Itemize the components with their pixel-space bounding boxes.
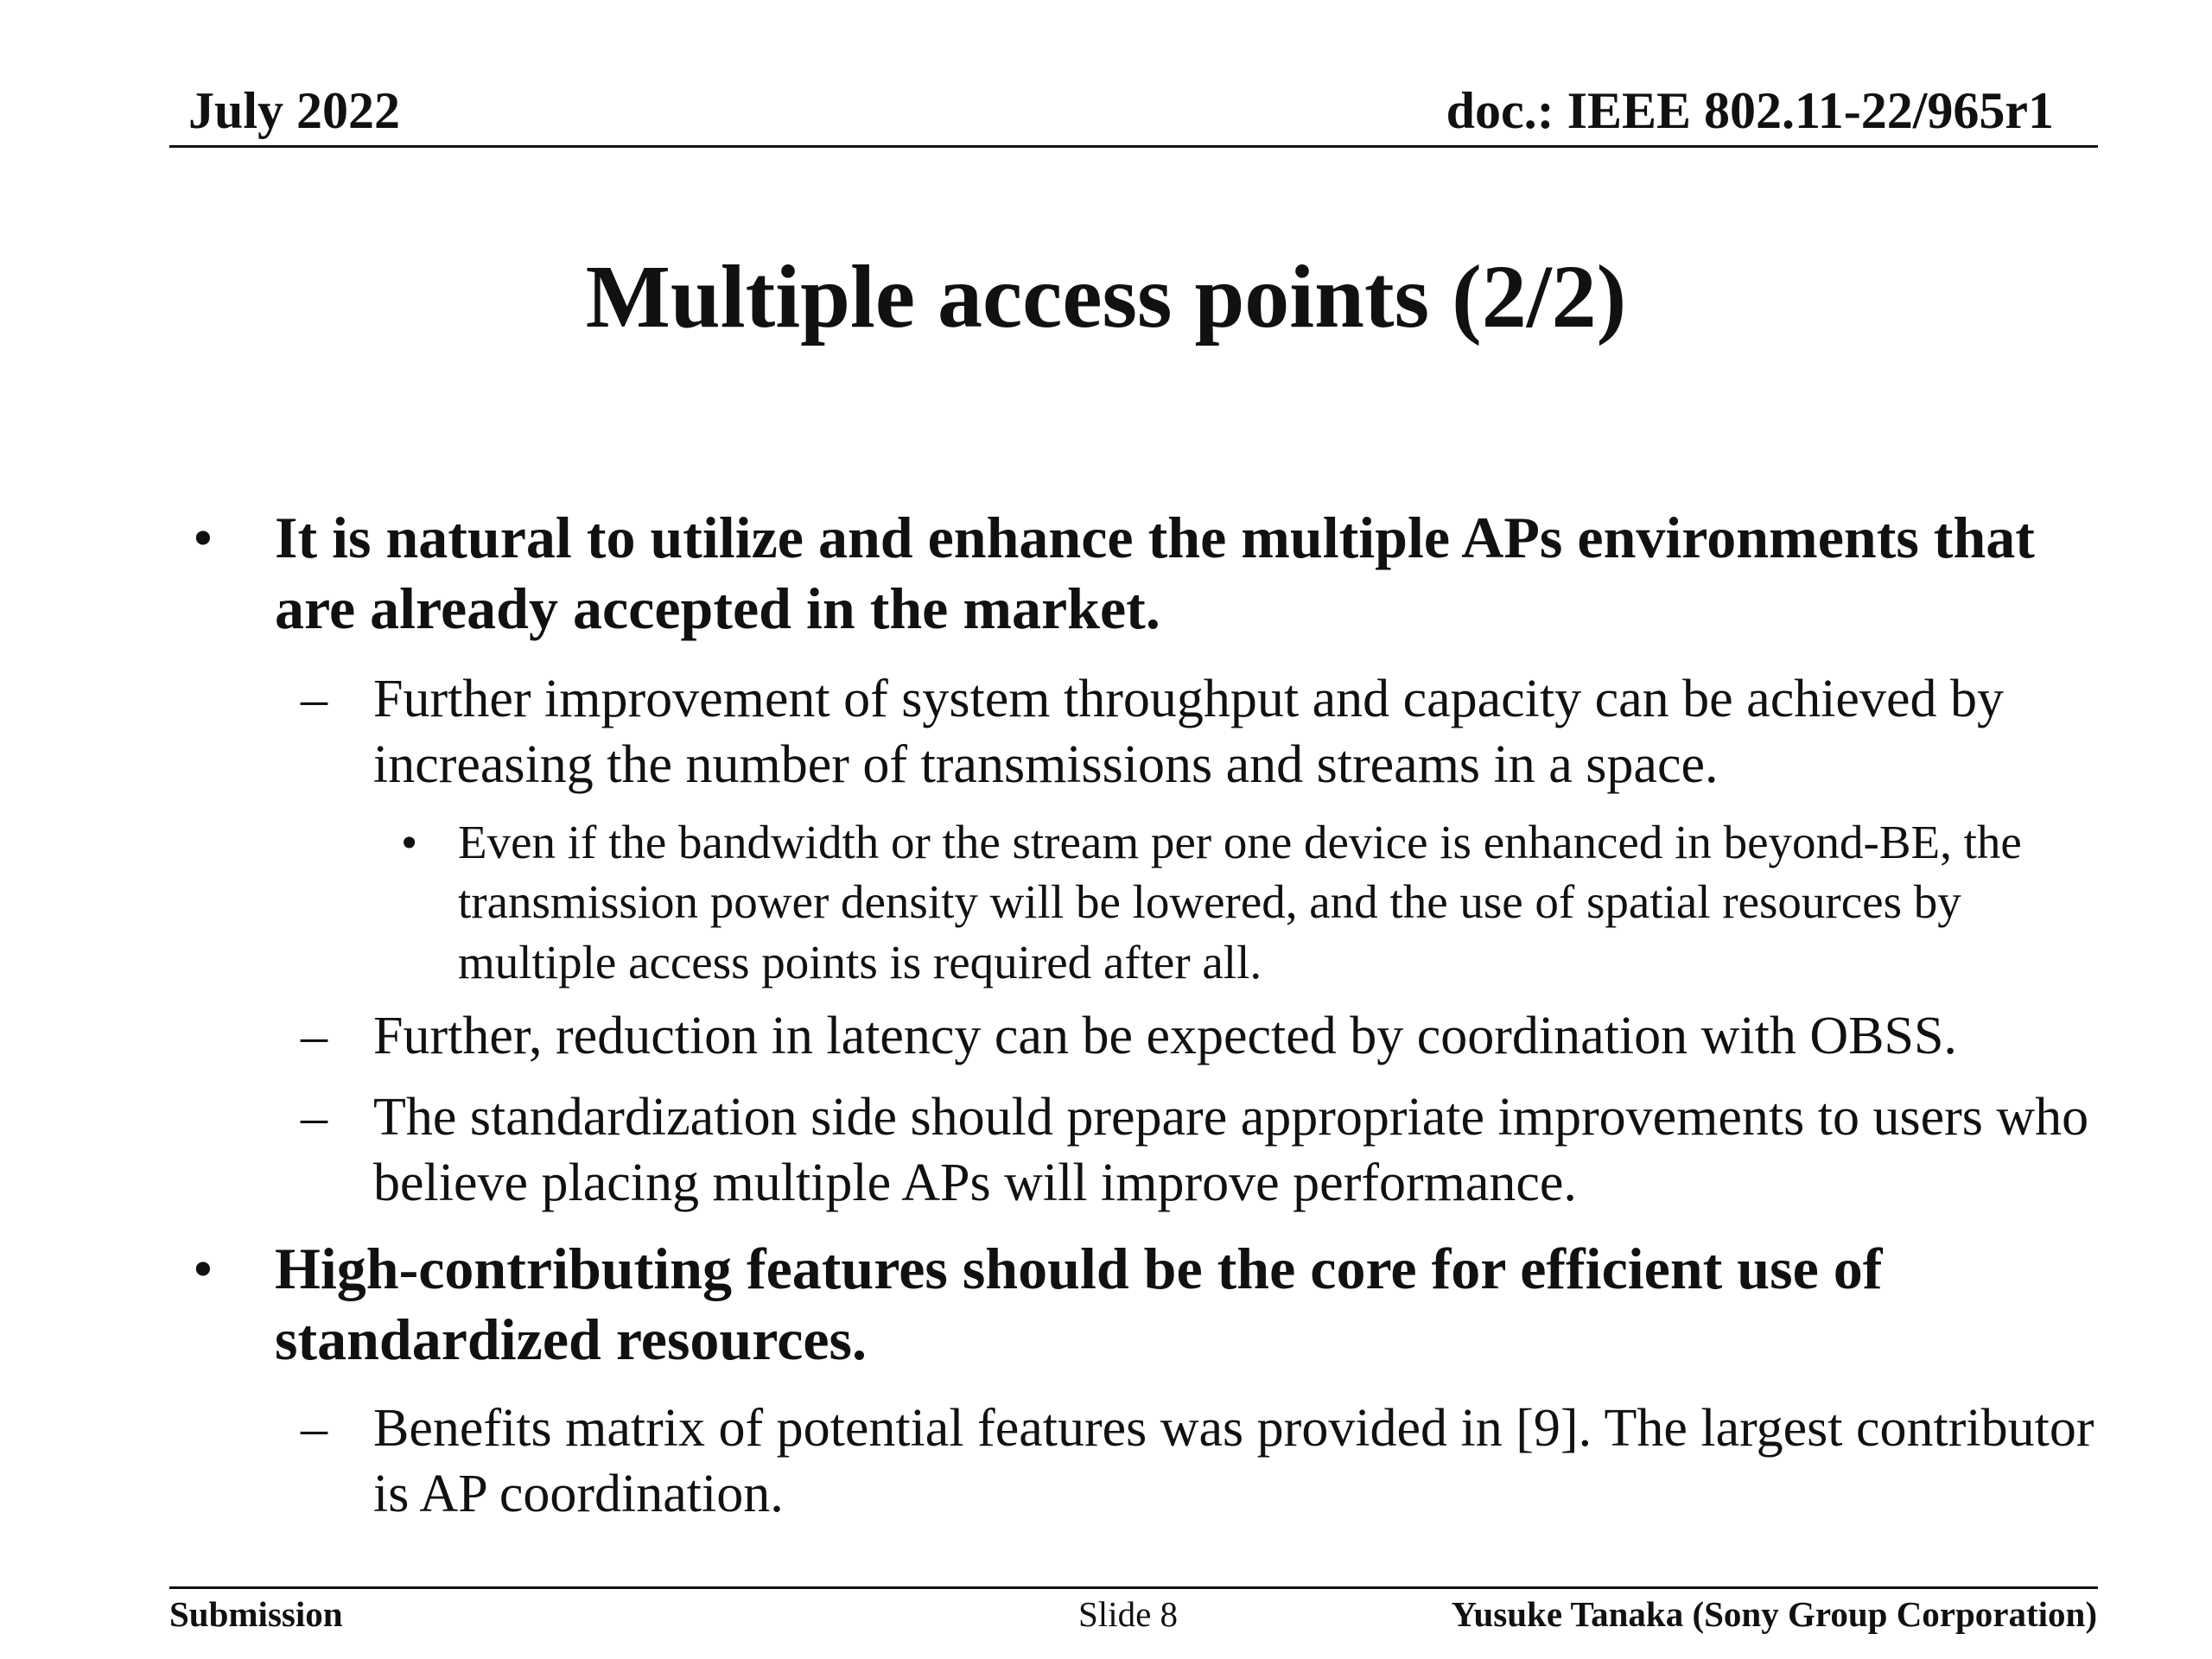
slide-title: Multiple access points (2/2) [585, 247, 1627, 346]
sub-bullet-item [301, 1004, 2101, 1070]
sub-bullet-text: Further improvement of system throughput and capacity can be achieved by increasing the number of transmissions and streams in a space. [373, 670, 2004, 794]
sub-bullet-marker: – [301, 1007, 327, 1065]
footer-author: Yusuke Tanaka (Sony Group Corporation) [1451, 1594, 2097, 1634]
sub-sub-bullet-item [401, 812, 2100, 992]
sub-bullet-marker: – [301, 670, 327, 728]
bullet-marker: • [193, 505, 213, 570]
sub-sub-bullet-marker: • [401, 816, 418, 868]
sub-bullet-marker: – [301, 1399, 327, 1458]
sub-bullet-text: Benefits matrix of potential features was provided in [9]. The largest contributor is AP coordination. [373, 1399, 2094, 1523]
sub-bullet-item [301, 1085, 2101, 1216]
header-divider [169, 145, 2098, 148]
bullet-text: It is natural to utilize and enhance the multiple APs environments that are already accepted in the market. [275, 505, 2035, 641]
bullet-item [193, 1234, 2098, 1375]
bullet-marker: • [193, 1236, 213, 1301]
bullet-text: High-contributing features should be the core for efficient use of standardized resources. [275, 1236, 1883, 1372]
sub-sub-bullet-text: Even if the bandwidth or the stream per one device is enhanced in beyond-BE, the transmission power density will be lowered, and the use of spatial resources by multiple access points is required after all. [458, 816, 2022, 988]
sub-bullet-text: The standardization side should prepare appropriate improvements to users who believe placing multiple APs will improve performance. [373, 1088, 2089, 1212]
sub-bullet-text: Further, reduction in latency can be expected by coordination with OBSS. [373, 1007, 1957, 1065]
footer-divider [169, 1586, 2098, 1589]
sub-bullet-item [301, 667, 2101, 798]
sub-bullet-marker: – [301, 1088, 327, 1147]
header-doc-id: doc.: IEEE 802.11-22/965r1 [1446, 82, 2054, 139]
footer-slide-number: Slide 8 [1078, 1594, 1179, 1634]
footer-submission: Submission [169, 1594, 343, 1634]
sub-bullet-item [301, 1396, 2101, 1527]
header-date: July 2022 [188, 82, 401, 139]
bullet-item [193, 503, 2098, 644]
